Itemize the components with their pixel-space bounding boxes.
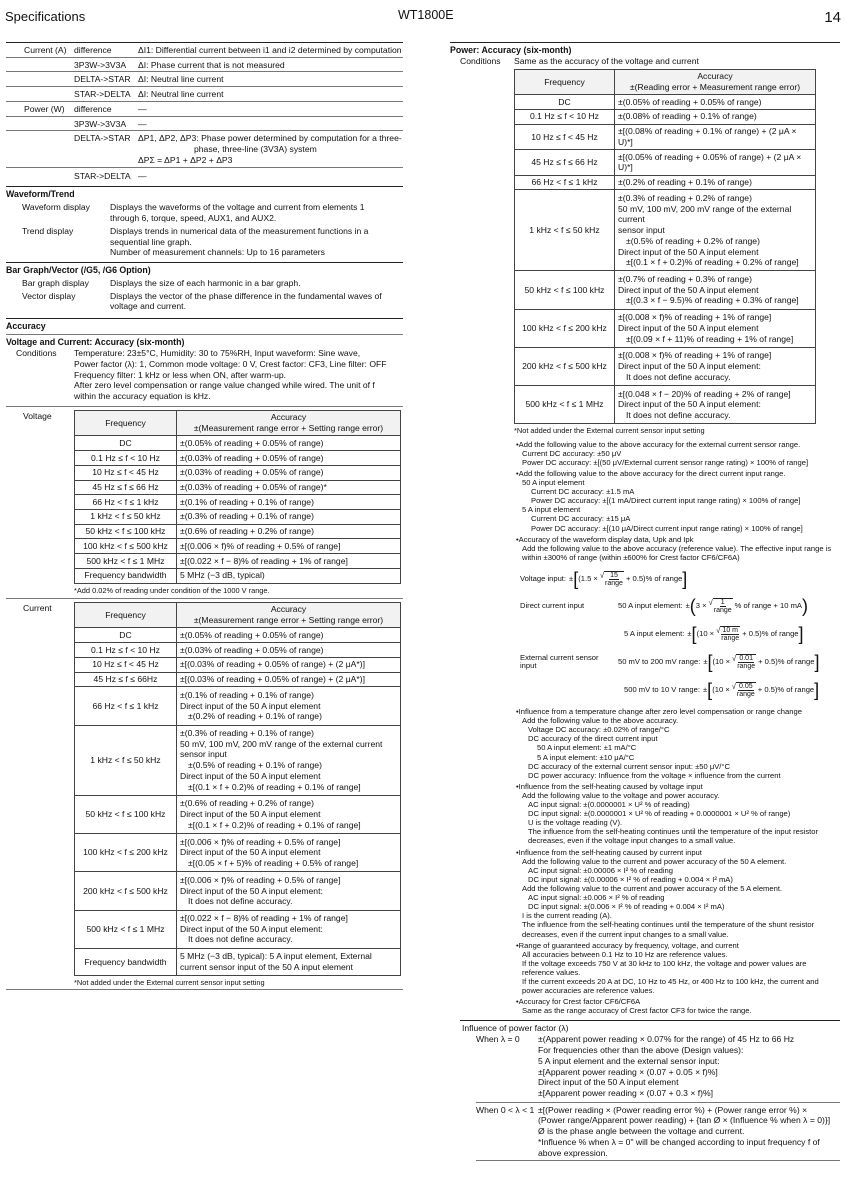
acc-line: ±(0.2% of reading + 0.1% of range)	[188, 711, 322, 722]
acc-line: sensor input	[180, 749, 227, 760]
acc-cell	[615, 150, 816, 175]
bullet-line: Add the following value to the current and power accuracy of the 5 A element.	[522, 884, 783, 894]
header-model: WT1800E	[398, 8, 454, 22]
acc-line: Direct input of the 50 A input element	[180, 809, 321, 820]
pf-line: For frequencies other than the above (Design values):	[538, 1045, 744, 1056]
table-row	[75, 436, 401, 451]
acc-line: ±(0.5% of reading + 0.2% of range)	[626, 235, 760, 246]
table-row	[75, 451, 401, 466]
spec-text	[110, 226, 403, 258]
difference-row	[6, 71, 403, 86]
freq-cell: 45 Hz ≤ f ≤ 66Hz	[75, 672, 177, 687]
acc-line: ±[(0.006 × f)% of reading + 0.5% of range]	[180, 836, 341, 847]
freq-cell: 500 kHz < f ≤ 1 MHz	[75, 554, 177, 569]
table-row	[515, 109, 816, 124]
acc-line: ±(0.03% of reading + 0.05% of range)	[180, 644, 324, 655]
table-row	[515, 95, 816, 110]
freq-cell: 1 kHz < f ≤ 50 kHz	[75, 509, 177, 524]
spec-line: Displays trends in numerical data of the measurement functions in a	[110, 225, 369, 236]
waveform-trend-list	[6, 202, 403, 258]
spec-label: Trend display	[22, 225, 74, 236]
bullet-line: The influence from the self-heating continues until the temperature of the shunt resistor	[522, 920, 815, 930]
acc-cell	[177, 672, 401, 687]
acc-cell	[615, 271, 816, 309]
acc-cell: ±[(0.022 × f − 8)% of reading + 1% of range]	[177, 554, 401, 569]
bullet-line: DC accuracy of the direct current input	[528, 734, 658, 744]
bullet-head: • Influence from a temperature change after zero level compensation or range change	[514, 707, 840, 716]
acc-cell	[615, 175, 816, 190]
bullet-line: Voltage DC accuracy: ±0.02% of range/°C	[528, 725, 670, 735]
bullet-line: AC input signal: ±0.006 × I² % of reading	[528, 893, 665, 903]
pf-line: (Power range/Apparent power reading) + {tan Ø × (Influence % when λ = 0)}]	[538, 1115, 831, 1126]
pf-line: ±[Apparent power reading × (0.07 + 0.05 × f)%]	[538, 1066, 718, 1077]
acc-cell	[615, 190, 816, 271]
ext-sensor-formula-1: External current sensor input 50 mV to 200 mV range: ± [ (10 × √ $\frac{0.01}{\text{range}}$ + 0.5)% of range ]	[520, 651, 820, 672]
spec-line: voltage and current.	[110, 301, 186, 312]
note-bullet	[514, 782, 840, 846]
table-row	[75, 872, 401, 910]
row-group: Current (A)	[24, 45, 67, 55]
acc-line: Direct input of the 50 A input element	[618, 322, 759, 333]
table-row	[75, 465, 401, 480]
acc-line: It does not define accuracy.	[626, 371, 731, 382]
table-row	[75, 539, 401, 554]
acc-line: ±[(0.022 × f − 8)% of reading + 1% of range]	[180, 913, 348, 924]
acc-cell	[177, 834, 401, 872]
freq-cell: 45 Hz ≤ f ≤ 66 Hz	[75, 480, 177, 495]
acc-line: It does not define accuracy.	[626, 410, 731, 421]
bullet-line: Same as the range accuracy of Crest factor CF3 for twice the range.	[522, 1006, 752, 1016]
bullet-head: • Range of guaranteed accuracy by frequency, voltage, and current	[514, 941, 840, 950]
power-conditions: Conditions Same as the accuracy of the voltage and current	[460, 55, 699, 66]
acc-line: It does not define accuracy.	[188, 934, 293, 945]
freq-cell: 200 kHz < f ≤ 500 kHz	[515, 347, 615, 385]
acc-cell	[615, 124, 816, 149]
spec-text	[110, 202, 403, 223]
acc-line: ±(0.3% of reading + 0.1% of range)	[180, 728, 314, 738]
difference-row	[6, 57, 403, 72]
table-row	[75, 725, 401, 795]
spec-line: sequential line graph.	[110, 236, 192, 247]
row-label: 3P3W->3V3A	[74, 118, 127, 129]
freq-cell: 100 kHz < f ≤ 500 kHz	[75, 539, 177, 554]
acc-line: ±(0.05% of reading + 0.05% of range)	[180, 629, 324, 640]
power-accuracy-heading: Power: Accuracy (six-month)	[450, 45, 572, 55]
bullet-line: Add the following value to the above accuracy (reference value). The effective input range is	[522, 543, 832, 553]
bullet-line: DC input signal: ±(0.0000001 × U² % of reading + 0.0000001 × U² % of range)	[528, 809, 791, 819]
acc-cell	[177, 795, 401, 833]
bullet-head: • Accuracy for Crest factor CF6/CF6A	[514, 997, 840, 1006]
acc-cell: 5 MHz (−3 dB, typical)	[177, 568, 401, 583]
note-bullet	[514, 997, 840, 1015]
acc-line: ±[(0.008 × f)% of reading + 1% of range]	[618, 350, 772, 361]
acc-cell	[615, 95, 816, 110]
acc-cell	[615, 386, 816, 424]
bar-vector-list	[6, 278, 403, 312]
bullet-line: power accuracies are reference values.	[522, 986, 655, 996]
acc-line: ±[(0.05% of reading + 0.05% of range) + (2 μA × U)*]	[618, 151, 802, 173]
freq-cell: 45 Hz ≤ f ≤ 66 Hz	[515, 150, 615, 175]
bullet-line: If the voltage exceeds 750 V at 30 kHz to 100 kHz, the voltage and power values are	[522, 958, 807, 968]
table-row	[75, 948, 401, 975]
table-row	[75, 568, 401, 583]
power-notes-1	[514, 440, 840, 562]
direct-5a-formula: 5 A input element: ± [ (10 × √ $\frac{10 m}{\text{range}}$ + 0.5)% of range ]	[624, 623, 804, 644]
freq-cell: 50 kHz < f ≤ 100 kHz	[75, 524, 177, 539]
ext-sensor-formula-2: 500 mV to 10 V range: ± [ (10 × √ $\frac{0.05}{\text{range}}$ + 0.5)% of range ]	[624, 679, 820, 700]
spec-line: Displays the vector of the phase difference in the fundamental waves of	[110, 290, 382, 301]
acc-cell: ±(0.05% of reading + 0.05% of range)	[177, 436, 401, 451]
acc-line: ±[(0.1 × f + 0.2)% of reading + 0.1% of range]	[188, 819, 361, 830]
pf-line: ±(Apparent power reading × 0.07% for the range) of 45 Hz to 66 Hz	[538, 1034, 795, 1045]
acc-cell: ±(0.6% of reading + 0.2% of range)	[177, 524, 401, 539]
spec-line: Number of measurement channels: Up to 16 parameters	[110, 247, 325, 258]
acc-cell	[615, 347, 816, 385]
bullet-line: Power DC accuracy: ±[(50 μV/External current sensor range rating) × 100% of range]	[522, 457, 809, 467]
spec-item	[6, 291, 403, 312]
row-group: Power (W)	[24, 103, 65, 114]
bullet-line: Power DC accuracy: ±[(10 μA/Direct current input range rating) × 100% of range]	[531, 523, 803, 533]
page-header	[5, 8, 841, 30]
table-row	[515, 124, 816, 149]
current-accuracy-table: Frequency Accuracy ±(Measurement range error + Setting range error) DC ±(0.05% of reading + 0.05% of range) 0.1 Hz ≤ f < 10 Hz ±(0.03% of reading + 0.05% of range) 10 Hz ≤ f < 45 Hz ±[(0.03% of reading + 0.05% of range) + (2 μA*)] 45 Hz ≤ f ≤ 66Hz ±[(0.03% of reading + 0.05% of range) + (2 μA*)] 66 Hz < f ≤ 1 kHz ±(0.1% of reading + 0.1% of range) Direct input of the 50 A input element ±(0.2% of reading + 0.1% of range) 1 kHz < f ≤ 50 kHz ±(0.3% of reading + 0.1% of range) 50 mV, 100 mV, 200 mV range of the external current sensor input ±(0.5% of reading + 0.1% of range) Direct input of the 50 A input element ±[(0.1 × f + 0.2)% of reading + 0.1% of range] 50 kHz < f ≤ 100 kHz ±(0.6% of reading + 0.2% of range) Direct input of the 50 A input element ±[(0.1 × f + 0.2)% of reading + 0.1% of range] 100 kHz < f ≤ 200 kHz ±[(0.006 × f)% of reading + 0.5% of range] Direct input of the 50 A input element ±[(0.05 × f + 5)% of reading + 0.5% of range] 200 kHz < f ≤ 500 kHz ±[(0.006 × f)% of reading + 0.5% of range] Direct input of the 50 A input element: It does not define accuracy. 500 kHz < f ≤ 1 MHz ±[(0.022 × f − 8)% of reading + 1% of range] Direct input of the 50 A input element: It does not define accuracy. Frequency bandwidth 5 MHz (−3 dB, typical): 5 A input element, External current sensor input of the 50 A input element	[74, 602, 401, 976]
acc-line: 50 mV, 100 mV, 200 mV range of the external current	[618, 203, 792, 225]
conditions-block: Conditions Temperature: 23±5°C, Humidity: 30 to 75%RH, Input waveform: Sine wave, Power factor (λ): 1, Common mode voltage: 0 V, Crest factor: CF3, Line filter: OFF Frequency filter: 1 kHz or less when ON, after warm-up. After zero level compensation or range value changed while wired. The unit of f within the accuracy equation is kHz.	[6, 348, 403, 402]
bullet-head: • Accuracy of the waveform display data, Upk and Ipk	[514, 535, 840, 544]
freq-cell: 66 Hz < f ≤ 1 kHz	[75, 495, 177, 510]
difference-row	[6, 116, 403, 131]
vc-accuracy-heading: Voltage and Current: Accuracy (six-month)	[6, 337, 185, 348]
spec-label: Bar graph display	[22, 277, 89, 288]
acc-line: Direct input of the 50 A input element	[618, 284, 759, 295]
acc-cell	[177, 948, 401, 975]
table-row	[75, 480, 401, 495]
freq-cell: 0.1 Hz ≤ f < 10 Hz	[75, 643, 177, 658]
table-row	[515, 271, 816, 309]
waveform-trend-heading: Waveform/Trend	[6, 189, 75, 200]
bullet-line: If the current exceeds 20 A at DC, 10 Hz to 45 Hz, or 400 Hz to 100 kHz, the current and	[522, 977, 819, 987]
note-bullet	[514, 440, 840, 467]
acc-cell: ±[(0.006 × f)% of reading + 0.5% of range]	[177, 539, 401, 554]
acc-line: ±(0.1% of reading + 0.1% of range)	[180, 689, 314, 700]
row-group	[6, 119, 70, 130]
acc-cell	[177, 657, 401, 672]
freq-cell: DC	[75, 628, 177, 643]
spec-text	[110, 278, 403, 289]
acc-cell: ±(0.03% of reading + 0.05% of range)	[177, 465, 401, 480]
acc-line: ±[(0.1 × f + 0.2)% of reading + 0.2% of range]	[626, 257, 799, 268]
power-delta-star-row: DELTA->STAR ΔP1, ΔP2, ΔP3: Phase power determined by computation for a three- phase, three-line (3V3A) system ΔPΣ = ΔP1 + ΔP2 + ΔP3	[6, 130, 403, 166]
note-bullet	[514, 707, 840, 780]
bullet-line: AC input signal: ±(0.0000001 × U² % of reading)	[528, 800, 690, 810]
acc-line: ±(0.3% of reading + 0.2% of range)	[618, 192, 752, 203]
pf-line: 5 A input element and the external sensor input:	[538, 1055, 720, 1066]
acc-cell: ±(0.03% of reading + 0.05% of range)	[177, 451, 401, 466]
bullet-line: The influence from the self-heating continues until the temperature of the input resistor	[528, 827, 818, 837]
acc-line: 50 mV, 100 mV, 200 mV range of the external current	[180, 738, 383, 749]
acc-line: Direct input of the 50 A input element:	[618, 399, 761, 410]
bullet-line: Current DC accuracy: ±50 μV	[522, 448, 622, 458]
acc-line: ±(0.7% of reading + 0.3% of range)	[618, 273, 752, 284]
freq-cell: DC	[515, 95, 615, 110]
freq-cell: 500 kHz < f ≤ 1 MHz	[515, 386, 615, 424]
freq-cell: 100 kHz < f ≤ 200 kHz	[515, 309, 615, 347]
note-bullet	[514, 535, 840, 562]
spec-line: Displays the waveforms of the voltage and current from elements 1	[110, 202, 365, 213]
bullet-line: within ±300% of range (within ±600% for Crest factor CF6/CF6A)	[522, 552, 740, 562]
difference-row	[6, 86, 403, 101]
acc-line: ±[(0.048 × f − 20)% of reading + 2% of range]	[618, 388, 791, 399]
row-text: ΔI1: Differential current between i1 and i2 determined by computation	[138, 45, 402, 55]
direct-50a-formula: Direct current input 50 A input element: ± ( 3 × √ $\frac{1}{\text{range}}$ % of range + 10 mA )	[520, 595, 808, 616]
table-row	[75, 628, 401, 643]
page-number: 14	[824, 9, 841, 26]
freq-cell: 0.1 Hz ≤ f < 10 Hz	[515, 109, 615, 124]
acc-line: ±[(0.3 × f − 9.5)% of reading + 0.3% of range]	[626, 295, 799, 306]
bar-vector-heading: Bar Graph/Vector (/G5, /G6 Option)	[6, 265, 151, 275]
acc-line: Direct input of the 50 A input element	[618, 246, 759, 257]
spec-item	[6, 278, 403, 289]
power-accuracy-table: Frequency Accuracy ±(Reading error + Measurement range error) DC ±(0.05% of reading + 0.05% of range) 0.1 Hz ≤ f < 10 Hz ±(0.08% of reading + 0.1% of range) 10 Hz ≤ f < 45 Hz ±[(0.08% of reading + 0.1% of range) + (2 μA × U)*] 45 Hz ≤ f ≤ 66 Hz ±[(0.05% of reading + 0.05% of range) + (2 μA × U)*] 66 Hz < f ≤ 1 kHz ±(0.2% of reading + 0.1% of range) 1 kHz < f ≤ 50 kHz ±(0.3% of reading + 0.2% of range) 50 mV, 100 mV, 200 mV range of the external current sensor input ±(0.5% of reading + 0.2% of range) Direct input of the 50 A input element ±[(0.1 × f + 0.2)% of reading + 0.2% of range] 50 kHz < f ≤ 100 kHz ±(0.7% of reading + 0.3% of range) Direct input of the 50 A input element ±[(0.3 × f − 9.5)% of reading + 0.3% of range] 100 kHz < f ≤ 200 kHz ±[(0.008 × f)% of reading + 1% of range] Direct input of the 50 A input element ±[(0.09 × f + 11)% of reading + 1% of range] 200 kHz < f ≤ 500 kHz ±[(0.008 × f)% of reading + 1% of range] Direct input of the 50 A input element: It does not define accuracy. 500 kHz < f ≤ 1 MHz ±[(0.048 × f − 20)% of reading + 2% of range] Direct input of the 50 A input element: It does not define accuracy.	[514, 69, 816, 425]
table-row	[515, 175, 816, 190]
acc-line: ±(0.05% of reading + 0.05% of range)	[618, 96, 762, 107]
condition-line: Temperature: 23±5°C, Humidity: 30 to 75%RH, Input waveform: Sine wave,	[74, 348, 361, 359]
left-column	[6, 42, 403, 990]
table-row	[75, 643, 401, 658]
power-notes-2	[514, 707, 840, 1016]
acc-cell	[615, 109, 816, 124]
acc-line: ±[(0.08% of reading + 0.1% of range) + (2 μA × U)*]	[618, 126, 797, 147]
acc-line: Direct input of the 50 A input element:	[180, 885, 323, 896]
header-section-title: Specifications	[5, 9, 86, 24]
acc-line: ±(0.08% of reading + 0.1% of range)	[618, 111, 757, 122]
bullet-line: Current DC accuracy: ±15 μA	[531, 514, 631, 524]
difference-row	[6, 101, 403, 116]
acc-line: It does not define accuracy.	[188, 896, 293, 907]
acc-line: Direct input of the 50 A input element	[180, 847, 321, 858]
freq-cell: 66 Hz < f ≤ 1 kHz	[515, 175, 615, 190]
bullet-line: decreases, even if the current input changes to a small value.	[522, 929, 729, 939]
bullet-line: AC input signal: ±0.00006 × I² % of reading	[528, 865, 673, 875]
bullet-line: 50 A input element	[522, 477, 585, 487]
spec-item	[6, 202, 403, 223]
pf-line: ±[(Power reading × (Power reading error %) + (Power range error %) ×	[538, 1104, 808, 1115]
freq-cell: 500 kHz < f ≤ 1 MHz	[75, 910, 177, 948]
acc-line: current sensor input of the 50 A input element	[180, 961, 353, 972]
spec-line: Displays the size of each harmonic in a bar graph.	[110, 277, 301, 288]
bullet-line: decreases, even if the voltage input changes to a small value.	[528, 836, 736, 846]
freq-cell: 1 kHz < f ≤ 50 kHz	[75, 725, 177, 795]
acc-line: Direct input of the 50 A input element:	[618, 361, 761, 372]
acc-line: ±[(0.03% of reading + 0.05% of range) + (2 μA*)]	[180, 659, 365, 670]
bullet-line: Add the following value to the current and power accuracy of the 50 A element.	[522, 856, 787, 866]
acc-line: ±[(0.09 × f + 11)% of reading + 1% of range]	[626, 333, 794, 344]
table-row	[515, 309, 816, 347]
freq-cell: 0.1 Hz ≤ f < 10 Hz	[75, 451, 177, 466]
current-section: Current Frequency Accuracy ±(Measurement range error + Setting range error) DC ±(0.05% of reading + 0.05% of range) 0.1 Hz ≤ f < 10 Hz ±(0.03% of reading + 0.05% of range) 10 Hz ≤ f < 45 Hz ±[(0.03% of reading + 0.05% of range) + (2 μA*)] 45 Hz ≤ f ≤ 66Hz ±[(0.03% of reading + 0.05% of range) + (2 μA*)] 66 Hz < f ≤ 1 kHz ±(0.1% of reading + 0.1% of range) Direct input of the 50 A input element ±(0.2% of reading + 0.1% of range) 1 kHz < f ≤ 50 kHz ±(0.3% of reading + 0.1% of range) 50 mV, 100 mV, 200 mV range of the external current sensor input ±(0.5% of reading + 0.1% of range) Direct input of the 50 A input element ±[(0.1 × f + 0.2)% of reading + 0.1% of range] 50 kHz < f ≤ 100 kHz ±(0.6% of reading + 0.2% of range) Direct input of the 50 A input element ±[(0.1 × f + 0.2)% of reading + 0.1% of range] 100 kHz < f ≤ 200 kHz ±[(0.006 × f)% of reading + 0.5% of range] Direct input of the 50 A input element ±[(0.05 × f + 5)% of reading + 0.5% of range] 200 kHz < f ≤ 500 kHz ±[(0.006 × f)% of reading + 0.5% of range] Direct input of the 50 A input element: It does not define accuracy. 500 kHz < f ≤ 1 MHz ±[(0.022 × f − 8)% of reading + 1% of range] Direct input of the 50 A input element: It does not define accuracy. Frequency bandwidth 5 MHz (−3 dB, typical): 5 A input element, External current sensor input of the 50 A input element *Not added under the External current sensor input setting	[6, 602, 403, 988]
pf-line: *Influence % when λ = 0" will be changed according to input frequency f of	[538, 1136, 820, 1147]
freq-cell: 1 kHz < f ≤ 50 kHz	[515, 190, 615, 271]
bullet-line: 5 A input element	[522, 505, 581, 515]
bullet-line: reference values.	[522, 968, 581, 978]
row-label: 3P3W->3V3A	[74, 59, 127, 70]
acc-cell: ±(0.3% of reading + 0.1% of range)	[177, 509, 401, 524]
power-factor-heading: Influence of power factor (λ)	[462, 1022, 569, 1033]
bullet-line: DC input signal: ±(0.006 × I² % of reading + 0.004 × I² mA)	[528, 902, 725, 912]
freq-cell: DC	[75, 436, 177, 451]
table-row	[75, 657, 401, 672]
bullet-head: • Add the following value to the above accuracy for the external current sensor range.	[514, 440, 840, 449]
voltage-section: Voltage Frequency Accuracy ±(Measurement range error + Setting range error) DC ±(0.05% of reading + 0.05% of range) 0.1 Hz ≤ f < 10 Hz ±(0.03% of reading + 0.05% of range) 10 Hz ≤ f < 45 Hz ±(0.03% of reading + 0.05% of range) 45 Hz ≤ f ≤ 66 Hz ±(0.03% of reading + 0.05% of range)* 66 Hz < f ≤ 1 kHz ±(0.1% of reading + 0.1% of range) 1 kHz < f ≤ 50 kHz ±(0.3% of reading + 0.1% of range) 50 kHz < f ≤ 100 kHz ±(0.6% of reading + 0.2% of range) 100 kHz < f ≤ 500 kHz ±[(0.006 × f)% of reading + 0.5% of range] 500 kHz < f ≤ 1 MHz ±[(0.022 × f − 8)% of reading + 1% of range] Frequency bandwidth 5 MHz (−3 dB, typical) *Add 0.02% of reading under condition of the 1000 V range.	[6, 410, 403, 595]
difference-row	[6, 43, 403, 57]
freq-cell: 66 Hz < f ≤ 1 kHz	[75, 687, 177, 725]
row-text: ΔI: Neutral line current	[138, 74, 224, 85]
acc-cell	[177, 628, 401, 643]
table-row	[515, 386, 816, 424]
freq-cell: 50 kHz < f ≤ 100 kHz	[515, 271, 615, 309]
acc-line: ±(0.5% of reading + 0.1% of range)	[188, 760, 322, 771]
row-group	[6, 89, 70, 100]
acc-line: ±(0.6% of reading + 0.2% of range)	[180, 798, 314, 809]
voltage-footnote: *Add 0.02% of reading under condition of the 1000 V range.	[74, 585, 270, 595]
pf-line: ±[Apparent power reading × (0.07 + 0.3 × f)%]	[538, 1087, 714, 1098]
power-footnote: *Not added under the External current sensor input setting	[514, 426, 705, 436]
row-label: difference	[74, 103, 112, 114]
acc-cell: ±(0.1% of reading + 0.1% of range)	[177, 495, 401, 510]
table-row	[75, 509, 401, 524]
spec-label: Vector display	[22, 290, 76, 301]
freq-cell: 100 kHz < f ≤ 200 kHz	[75, 834, 177, 872]
note-bullet	[514, 848, 840, 939]
bullet-line: I is the current reading (A).	[522, 911, 612, 921]
table-row	[75, 910, 401, 948]
table-row	[75, 554, 401, 569]
table-row	[75, 495, 401, 510]
acc-cell: ±(0.03% of reading + 0.05% of range)*	[177, 480, 401, 495]
acc-line: ±[(0.1 × f + 0.2)% of reading + 0.1% of range]	[188, 781, 361, 792]
bullet-line: 5 A input element: ±10 μA/°C	[537, 752, 635, 762]
table-row	[75, 524, 401, 539]
bullet-line: 50 A input element: ±1 mA/°C	[537, 743, 637, 753]
note-bullet	[514, 941, 840, 996]
acc-line: Direct input of the 50 A input element	[180, 770, 321, 781]
acc-line: ±[(0.006 × f)% of reading + 0.5% of range]	[180, 874, 341, 885]
pf-line: above expression.	[538, 1147, 608, 1158]
freq-cell: 10 Hz ≤ f < 45 Hz	[75, 657, 177, 672]
spec-text	[110, 291, 403, 312]
acc-line: 5 MHz (−3 dB, typical): 5 A input element, External	[180, 951, 372, 962]
accuracy-heading: Accuracy	[6, 321, 46, 332]
table-row	[515, 347, 816, 385]
freq-cell: 10 Hz ≤ f < 45 Hz	[515, 124, 615, 149]
acc-cell	[177, 872, 401, 910]
pf-line: Direct input of the 50 A input element	[538, 1077, 679, 1088]
difference-table	[6, 43, 403, 130]
bullet-line: All accuracies between 0.1 Hz to 10 Hz are reference values.	[522, 949, 728, 959]
table-row	[515, 150, 816, 175]
spec-label: Waveform display	[22, 202, 90, 213]
power-star-delta-row: STAR->DELTA —	[6, 167, 403, 184]
acc-line: ±[(0.008 × f)% of reading + 1% of range]	[618, 312, 772, 323]
bullet-line: U is the voltage reading (V).	[528, 818, 623, 828]
current-footnote: *Not added under the External current sensor input setting	[74, 978, 265, 988]
freq-cell: Frequency bandwidth	[75, 948, 177, 975]
spec-line: through 6, torque, speed, AUX1, and AUX2.	[110, 213, 277, 224]
bullet-line: Add the following value to the above accuracy.	[522, 716, 679, 726]
bullet-head: • Influence from the self-heating caused by voltage input	[514, 782, 840, 791]
condition-line: Frequency filter: 1 kHz or less when ON, after warm-up.	[74, 369, 287, 380]
row-text: —	[138, 118, 147, 129]
acc-line: ±[(0.05 × f + 5)% of reading + 0.5% of range]	[188, 858, 359, 869]
acc-cell	[177, 725, 401, 795]
condition-line: within the accuracy equation is kHz.	[74, 391, 211, 402]
row-text: ΔI: Neutral line current	[138, 89, 224, 100]
bullet-line: DC accuracy of the external current sensor input: ±50 μV/°C	[528, 761, 730, 771]
bullet-head: • Add the following value to the above accuracy for the direct current input range.	[514, 469, 840, 478]
bullet-line: Add the following value to the voltage and power accuracy.	[522, 790, 720, 800]
voltage-input-formula: Voltage input: ± [ (1.5 × √ $\frac{15}{\text{range}}$ + 0.5)% of range ]	[520, 568, 688, 589]
acc-line: Direct input of the 50 A input element	[180, 700, 321, 711]
row-group	[6, 60, 70, 71]
pf-line: Ø is the phase angle between the voltage and current.	[538, 1126, 745, 1137]
acc-cell	[177, 687, 401, 725]
table-row	[75, 795, 401, 833]
acc-line: sensor input	[618, 225, 665, 236]
table-row	[75, 687, 401, 725]
power-factor-section: Influence of power factor (λ) When λ = 0 ±(Apparent power reading × 0.07% for the range) of 45 Hz to 66 Hz For frequencies other than the above (Design values): 5 A input element and the external sensor input: ±[Apparent power reading × (0.07 + 0.05 × f)%] Direct input of the 50 A input element ±[Apparent power reading × (0.07 + 0.3 × f)%] When 0 < λ < 1 ±[(Power reading × (Power reading error %) + (Power range error %) × (Power range/Apparent power reading) + {tan Ø × (Influence % when λ = 0)}] Ø is the phase angle between the voltage and current. *Influence % when λ = 0" will be changed according to input frequency f of above expression.	[450, 1023, 840, 1162]
freq-cell: 10 Hz ≤ f < 45 Hz	[75, 465, 177, 480]
voltage-accuracy-table: Frequency Accuracy ±(Measurement range error + Setting range error) DC ±(0.05% of reading + 0.05% of range) 0.1 Hz ≤ f < 10 Hz ±(0.03% of reading + 0.05% of range) 10 Hz ≤ f < 45 Hz ±(0.03% of reading + 0.05% of range) 45 Hz ≤ f ≤ 66 Hz ±(0.03% of reading + 0.05% of range)* 66 Hz < f ≤ 1 kHz ±(0.1% of reading + 0.1% of range) 1 kHz < f ≤ 50 kHz ±(0.3% of reading + 0.1% of range) 50 kHz < f ≤ 100 kHz ±(0.6% of reading + 0.2% of range) 100 kHz < f ≤ 500 kHz ±[(0.006 × f)% of reading + 0.5% of range] 500 kHz < f ≤ 1 MHz ±[(0.022 × f − 8)% of reading + 1% of range] Frequency bandwidth 5 MHz (−3 dB, typical)	[74, 410, 401, 584]
freq-cell: 50 kHz < f ≤ 100 kHz	[75, 795, 177, 833]
row-text: —	[138, 103, 147, 114]
waveform-formulas	[514, 566, 840, 704]
acc-line: ±(0.2% of reading + 0.1% of range)	[618, 177, 752, 188]
row-label: difference	[74, 45, 112, 55]
bullet-line: Current DC accuracy: ±1.5 mA	[531, 487, 635, 497]
condition-line: After zero level compensation or range value changed while wired. The unit of f	[74, 380, 375, 391]
row-group	[6, 74, 70, 85]
freq-cell: 200 kHz < f ≤ 500 kHz	[75, 872, 177, 910]
freq-cell: Frequency bandwidth	[75, 568, 177, 583]
spec-item	[6, 226, 403, 258]
bullet-head: • Influence from the self-heating caused by current input	[514, 848, 840, 857]
row-label: STAR->DELTA	[74, 89, 131, 100]
acc-cell	[177, 910, 401, 948]
condition-line: Power factor (λ): 1, Common mode voltage: 0 V, Crest factor: CF3, Line filter: OFF	[74, 358, 387, 369]
table-row	[515, 190, 816, 271]
acc-line: Direct input of the 50 A input element:	[180, 923, 323, 934]
acc-cell	[615, 309, 816, 347]
table-row	[75, 672, 401, 687]
right-column	[450, 42, 840, 1161]
bullet-line: DC power accuracy: Influence from the voltage × influence from the current	[528, 770, 781, 780]
row-label: DELTA->STAR	[74, 74, 131, 85]
bullet-line: DC input signal: ±(0.00006 × I² % of reading + 0.004 × I² mA)	[528, 874, 733, 884]
acc-line: ±[(0.03% of reading + 0.05% of range) + (2 μA*)]	[180, 674, 365, 685]
bullet-line: Power DC accuracy: ±[(1 mA/Direct current input range rating) × 100% of range]	[531, 496, 801, 506]
note-bullet	[514, 469, 840, 533]
table-row	[75, 834, 401, 872]
row-text: ΔI: Phase current that is not measured	[138, 59, 285, 70]
acc-cell	[177, 643, 401, 658]
